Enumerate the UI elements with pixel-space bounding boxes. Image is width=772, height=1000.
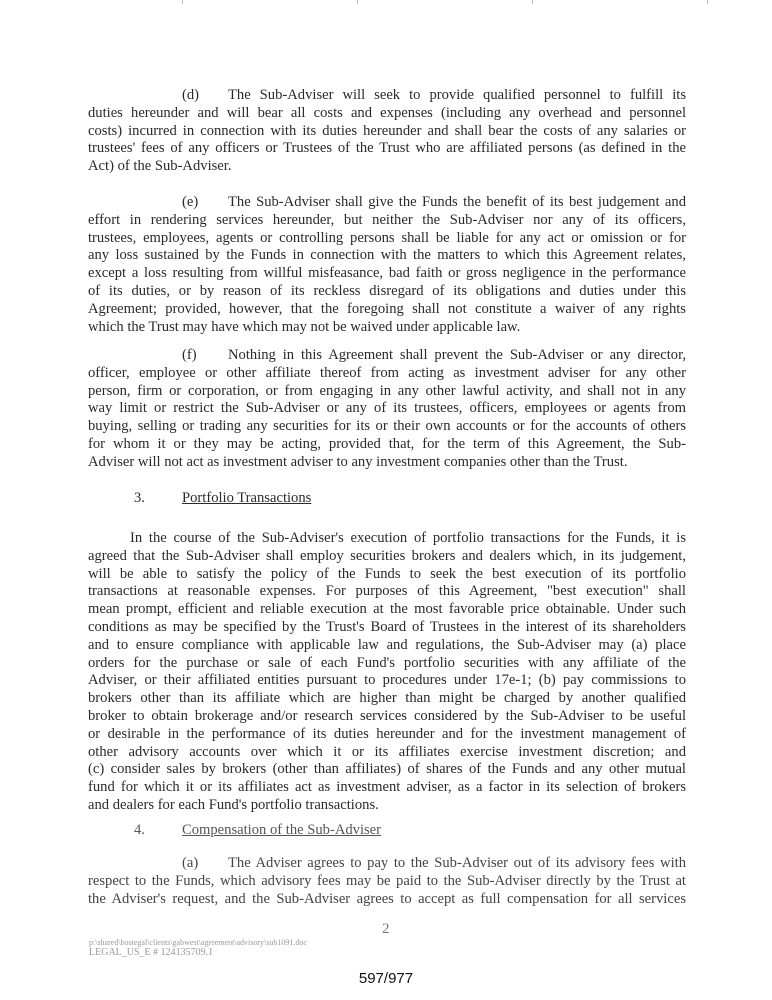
text-line: buying, selling or trading any securities for its or their own accounts or for the accounts of others [88,418,686,435]
paragraph-label: (a) [182,855,199,871]
text-line: of its duties, or by reason of its reckless disregard of its obligations and duties under this [88,282,686,299]
text-line: transactions at reasonable expenses. For purposes of this Agreement, "best execution" shall [88,583,686,600]
page-number: 2 [382,921,390,937]
text-line: fund for which it or its affiliates act as investment adviser, as a factor in its selection of brokers [88,779,686,796]
text-line: broker to obtain brokerage and/or research services considered by the Sub-Adviser to be useful [88,707,686,724]
text-line: effort in rendering services hereunder, but neither the Sub-Adviser nor any of its officers, [88,211,686,228]
text-line [88,87,686,105]
text-line: person, firm or corporation, or from engaging in any other lawful activity, and shall not in any [88,382,686,399]
text-line: costs) incurred in connection with its duties hereunder and shall bear the costs of any salaries or [88,122,686,139]
text-line: and dealers for each Fund's portfolio transactions. [88,796,379,813]
line-text: The Sub-Adviser shall give the Funds the benefit of its best judgement and [228,194,686,210]
paragraph-label: (f) [182,347,197,363]
section-number: 3. [134,490,145,506]
text-line: trustees, employees, agents or controlling persons shall be liable for any act or omission or for [88,229,686,246]
text-line: respect to the Funds, which advisory fees may be paid to the Sub-Adviser directly by the Trust at [88,872,686,889]
footer-file-path: p:\shared\bostegal\clients\gabwest\agreement\advisory\sub1091.doc [89,938,307,947]
line-text: The Adviser agrees to pay to the Sub-Adviser out of its advisory fees with [228,855,686,871]
line-text: Nothing in this Agreement shall prevent the Sub-Adviser or any director, [228,347,686,363]
scan-mark [532,0,533,4]
paragraph-label: (e) [182,194,199,210]
paragraph-portfolio-transactions [88,530,686,815]
text-line: which the Trust may have which may not be waived under applicable law. [88,318,521,335]
text-line: way limit or restrict the Sub-Adviser or any of its trustees, officers, employees or agents from [88,400,686,417]
footer-document-id: LEGAL_US_E # 124135709.1 [89,947,214,958]
text-line [88,347,686,365]
text-line [88,194,686,212]
text-line: Adviser will not act as investment adviser to any investment companies other than the Trust. [88,453,628,470]
text-line [88,855,686,873]
paragraph-e [88,194,686,336]
text-line: for whom it or they may be acting, provided that, for the term of this Agreement, the Sub- [88,435,686,452]
paragraph-a [88,855,686,908]
scan-mark [357,0,358,4]
text-line: or desirable in the performance of its duties hereunder and for the investment management of [88,725,686,742]
text-line: mean prompt, efficient and reliable execution at the most favorable price obtainable. Under such [88,601,686,618]
text-line: agreed that the Sub-Adviser shall employ securities brokers and dealers which, in its judgement, [88,547,686,564]
text-line: Adviser, or their affiliated entities pursuant to procedures under 17e-1; (b) pay commissions to [88,672,686,689]
text-line: orders for the purchase or sale of each Fund's portfolio securities with any affiliate of the [88,654,686,671]
text-line: conditions as may be specified by the Trust's Board of Trustees in the interest of its shareholders [88,618,686,635]
text-line: Act) of the Sub-Adviser. [88,158,232,175]
section-title: Compensation of the Sub-Adviser [182,822,382,838]
text-line: other advisory accounts over which it or its affiliates exercise investment discretion; and [88,743,686,760]
scan-mark [707,0,708,4]
section-number: 4. [134,822,145,838]
text-line: brokers other than its affiliate which are higher than might be charged by another qualified [88,690,686,707]
text-line: trustees' fees of any officers or Trustees of the Trust who are affiliated persons (as defined in the [88,140,686,157]
text-line: In the course of the Sub-Adviser's execution of portfolio transactions for the Funds, it is [130,530,686,546]
line-text: The Sub-Adviser will seek to provide qualified personnel to fulfill its [228,87,686,103]
text-line: duties hereunder and will bear all costs and expenses (including any overhead and personnel [88,104,686,121]
page-counter: 597/977 [358,970,414,987]
text-line: any loss sustained by the Funds in connection with the matters to which this Agreement relates, [88,247,686,264]
text-line: except a loss resulting from willful misfeasance, bad faith or gross negligence in the performance [88,265,686,282]
text-line: (c) consider sales by brokers (other than affiliates) of shares of the Funds and any other mutual [88,761,686,778]
scan-mark [182,0,183,4]
paragraph-d [88,87,686,176]
paragraph-label: (d) [182,87,200,103]
text-line: will be able to satisfy the policy of the Funds to seek the best execution of its portfolio [88,565,686,582]
text-line: officer, employee or other affiliate thereof from acting as investment adviser for any other [88,364,686,381]
text-line: and to ensure compliance with applicable law and regulations, the Sub-Adviser may (a) place [88,636,686,653]
paragraph-f [88,347,686,472]
section-title: Portfolio Transactions [182,490,312,506]
text-line: the Adviser's request, and the Sub-Adviser agrees to accept as full compensation for all services [88,890,686,907]
text-line: Agreement; provided, however, that the foregoing shall not constitute a waiver of any rights [88,300,686,317]
